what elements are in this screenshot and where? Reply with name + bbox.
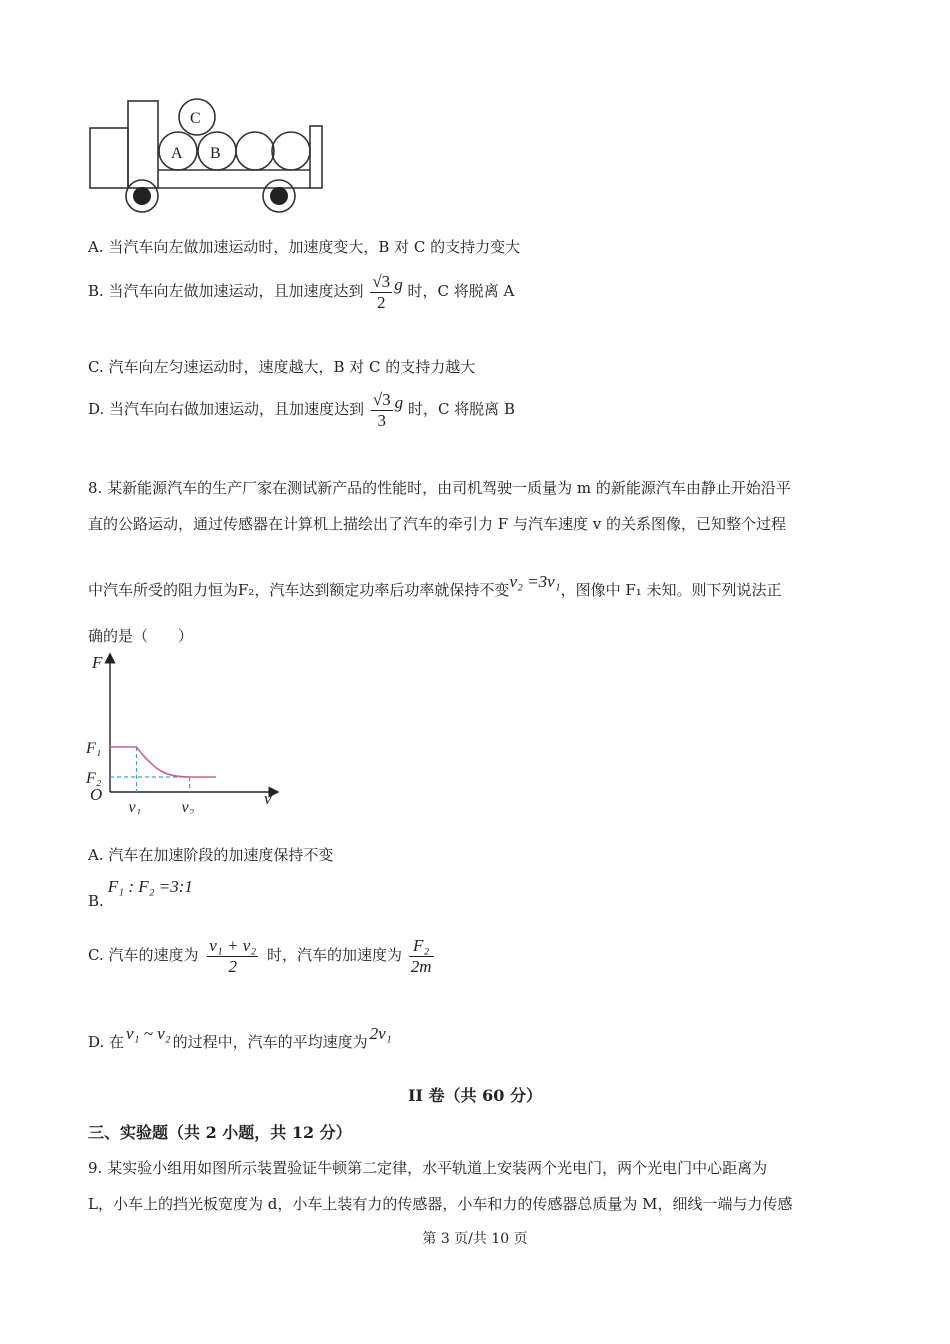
force-velocity-chart <box>84 652 284 814</box>
ball-4 <box>236 132 274 170</box>
truck-tailgate <box>310 126 322 188</box>
page-footer: 第 3 页/共 10 页 <box>422 1231 528 1247</box>
q8-stem-line1: 8. 某新能源汽车的生产厂家在测试新产品的性能时，由司机驾驶一质量为 m 的新能源汽车由静止开始沿平 <box>88 479 791 497</box>
y-tick-f1: F₁ <box>86 740 102 757</box>
q9-stem-line2: L，小车上的挡光板宽度为 d，小车上装有力的传感器，小车和力的传感器总质量为 M，细线一端与力传感 <box>88 1195 793 1213</box>
truck-figure <box>86 96 326 216</box>
truck-cab-front <box>90 128 128 188</box>
x-tick-v2: v₂ <box>181 799 195 814</box>
q7-option-b: B. 当汽车向左做加速运动，且加速度达到 $\frac{√3}{2}$ g 时，C 将脱离 A <box>88 272 515 312</box>
q7-option-c: C. 汽车向左匀速运动时，速度越大，B 对 C 的支持力越大 <box>88 358 476 376</box>
q8-stem-line3: 中汽车所受的阻力恒为F₂，汽车达到额定功率后功率就保持不变v₂ =3v₁，图像中 F₁ 未知。则下列说法正 <box>88 572 782 599</box>
x-axis-label: v <box>264 789 272 808</box>
force-curve <box>110 747 216 777</box>
truck-cab <box>128 101 158 188</box>
q8-option-d: D. 在 v₁ ~ v₂ 的过程中，汽车的平均速度为 2v₁ <box>88 1024 392 1051</box>
q9-stem-line1: 9. 某实验小组用如图所示装置验证牛顿第二定律，水平轨道上安装两个光电门，两个光电门中心距离为 <box>88 1159 768 1177</box>
label-A: A <box>171 145 183 162</box>
q8-stem-line2: 直的公路运动，通过传感器在计算机上描绘出了汽车的牵引力 F 与汽车速度 v 的关系图像，已知整个过程 <box>88 515 786 533</box>
ball-5 <box>272 132 310 170</box>
q8-option-b: B.F₁ : F₂ =3:1 <box>88 877 193 910</box>
label-C: C <box>190 110 201 127</box>
q8-stem-line4: 确的是（ ） <box>88 627 194 645</box>
y-tick-f2: F₂ <box>86 770 102 787</box>
q7-option-a: A. 当汽车向左做加速运动时，加速度变大，B 对 C 的支持力变大 <box>88 238 521 256</box>
y-axis-label: F <box>92 653 103 672</box>
q8-option-c: C. 汽车的速度为 $\frac{\text{v₁ + v₂}}{2}$ 时，汽车的加速度为 $\frac{\text{F₂}}{2m}$ <box>88 936 432 976</box>
origin-label: O <box>90 785 103 804</box>
section-2-title: II 卷（共 60 分） <box>408 1086 542 1105</box>
q8-option-a: A. 汽车在加速阶段的加速度保持不变 <box>88 846 334 864</box>
label-B: B <box>210 145 221 162</box>
q7-option-d: D. 当汽车向右做加速运动，且加速度达到 $\frac{√3}{3}$ g 时，C 将脱离 B <box>88 390 515 430</box>
section-3-title: 三、实验题（共 2 小题，共 12 分） <box>88 1123 352 1142</box>
x-tick-v1: v₁ <box>128 799 142 814</box>
